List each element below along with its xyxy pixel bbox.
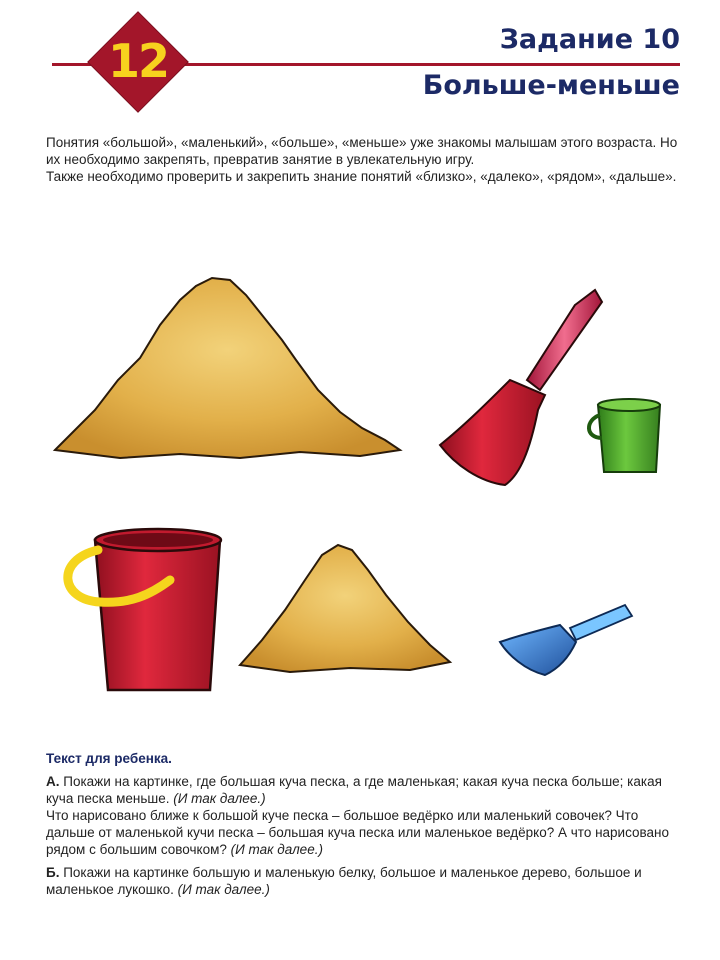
part-a2-etc: (И так далее.) bbox=[230, 842, 323, 857]
part-a-etc: (И так далее.) bbox=[173, 791, 266, 806]
part-a-label: А. bbox=[46, 774, 60, 789]
intro-paragraph-2: Также необходимо проверить и закрепить знание понятий «близко», «далеко», «рядом», «дальше». bbox=[46, 169, 677, 184]
small-sand-pile bbox=[240, 545, 450, 672]
part-b bbox=[46, 864, 686, 898]
part-a2-text: Что нарисовано ближе к большой куче песка – большое ведёрко или маленький совочек? Что дальше от маленькой кучи песка – большая куча песка или маленькое ведёрко? А что нарисовано рядом с большим совочком? bbox=[46, 808, 669, 857]
part-a bbox=[46, 773, 686, 807]
intro-text bbox=[46, 134, 686, 185]
child-text-heading: Текст для ребенка. bbox=[46, 751, 172, 766]
big-scoop bbox=[440, 290, 602, 485]
page-header bbox=[0, 0, 720, 120]
big-bucket bbox=[68, 529, 221, 690]
part-a2 bbox=[46, 807, 686, 858]
page-number: 12 bbox=[107, 34, 168, 88]
task-title: Задание 10 bbox=[499, 24, 680, 55]
illustration bbox=[0, 250, 720, 710]
small-scoop bbox=[500, 605, 632, 675]
part-a-text: Покажи на картинке, где большая куча песка, а где маленькая; какая куча песка больше; какая куча песка меньше. bbox=[46, 774, 662, 806]
page-number-badge bbox=[88, 12, 188, 112]
intro-paragraph-1: Понятия «большой», «маленький», «больше», «меньше» уже знакомы малышам этого возраста. Но их необходимо закрепять, превратив занятие в увлекательную игру. bbox=[46, 135, 678, 167]
small-bucket bbox=[589, 399, 660, 472]
part-b-label: Б. bbox=[46, 865, 60, 880]
task-subtitle: Больше-меньше bbox=[422, 70, 680, 101]
big-sand-pile bbox=[55, 278, 400, 458]
child-text-section bbox=[46, 750, 686, 904]
part-b-etc: (И так далее.) bbox=[177, 882, 270, 897]
part-b-text: Покажи на картинке большую и маленькую белку, большое и маленькое дерево, большое и маленькое лукошко. bbox=[46, 865, 642, 897]
